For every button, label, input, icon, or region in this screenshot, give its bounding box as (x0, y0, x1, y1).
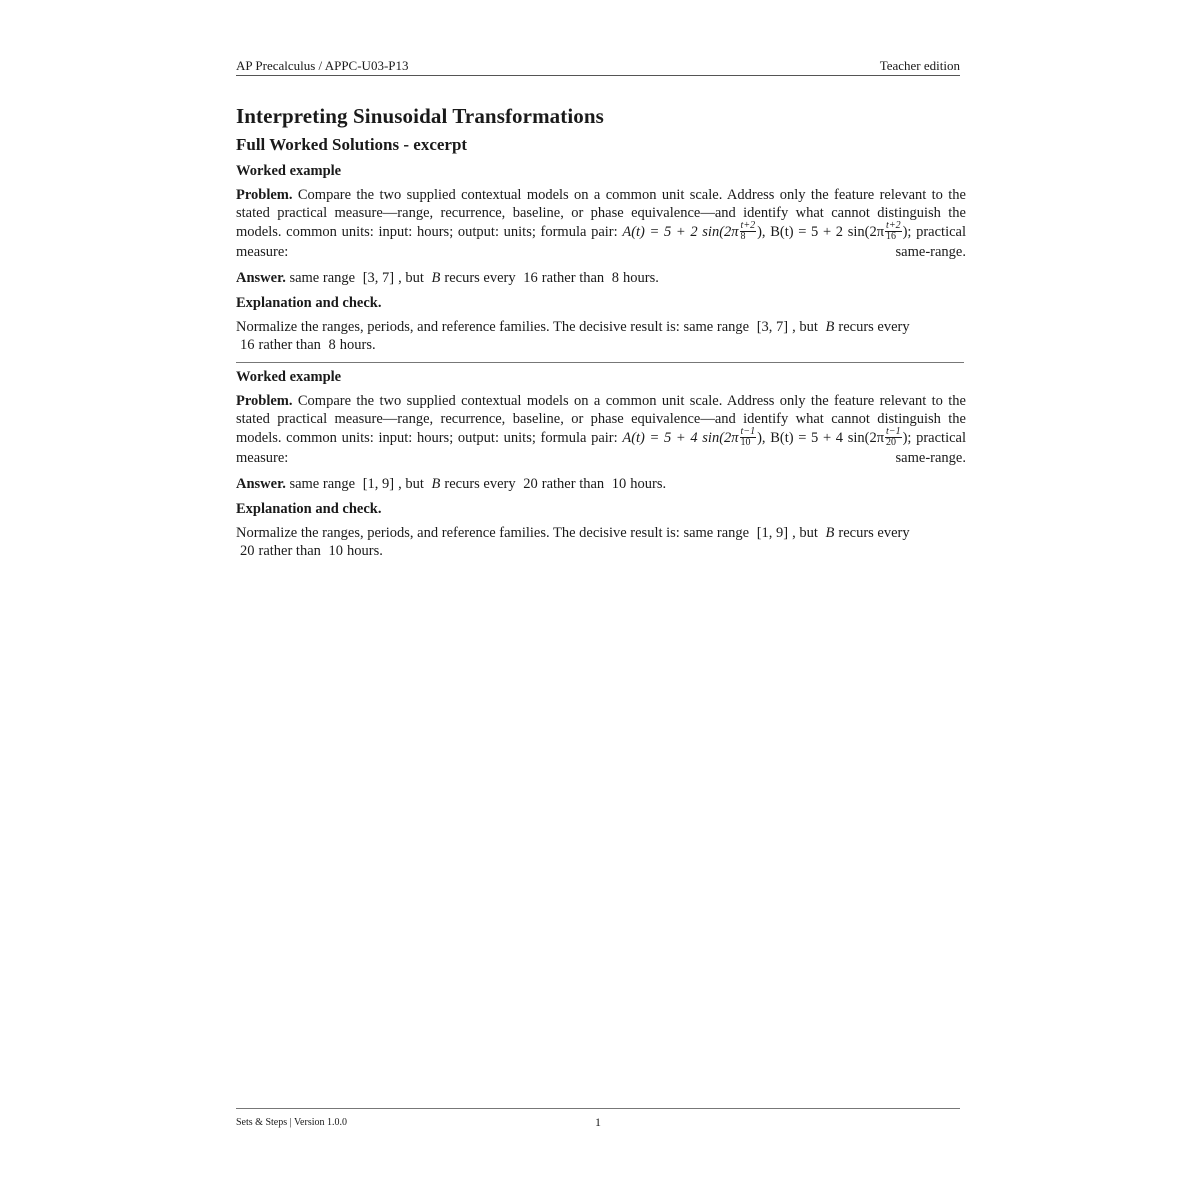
answer-text: same range (289, 270, 356, 286)
answer-period-a: 10 (611, 476, 627, 492)
answer-text: recurs every (444, 476, 516, 492)
answer-period-b: 20 (523, 476, 538, 492)
problem-tail: ); practical measure: same-range. (236, 429, 967, 466)
example-heading: Worked example (236, 369, 342, 385)
worked-example (236, 369, 966, 560)
fraction: $\frac{t-1}{20}$ (886, 426, 901, 448)
explanation-heading: Explanation and check. (236, 501, 382, 517)
answer-label: Answer. (236, 476, 286, 492)
problem-label: Problem. (236, 393, 293, 409)
problem-tail: ); practical measure: same-range. (236, 223, 967, 260)
formula-a: A(t) = 5 + 2 sin(2π $\frac{t+2}{8}$ (622, 220, 756, 242)
problem-paragraph (236, 392, 966, 467)
answer-text: rather than (258, 543, 321, 559)
problem-text: Compare the two supplied contextual models on a common unit scale. Address only the feature relevant to the stated practical measure—range, recurrence, baseline, or phase equivalence—and identify what cannot distinguish the models. common units: input: hours; output: units; formula pair: (236, 187, 966, 240)
answer-text: , but (398, 476, 424, 492)
answer-text: hours. (347, 543, 383, 559)
explanation-text: Normalize the ranges, periods, and reference families. The decisive result is: (236, 525, 680, 541)
fraction: $\frac{t+2}{8}$ (740, 220, 756, 242)
footer-version: Sets & Steps | Version 1.0.0 (236, 1117, 347, 1128)
answer-paragraph (236, 269, 966, 287)
answer-variable: B (825, 319, 835, 335)
answer-text: , but (398, 270, 424, 286)
answer-text: hours. (630, 476, 667, 492)
answer-variable: B (431, 476, 441, 492)
example-heading: Worked example (236, 163, 342, 179)
fraction: $\frac{t-1}{10}$ (740, 426, 756, 448)
page-content (236, 104, 966, 568)
answer-range: [3, 7] (756, 319, 789, 335)
answer-range: [1, 9] (756, 525, 789, 541)
answer-range: [1, 9] (362, 476, 395, 492)
page-subtitle: Full Worked Solutions - excerpt (236, 135, 468, 154)
answer-period-b: 16 (523, 270, 538, 286)
answer-period-a: 8 (328, 337, 336, 353)
header-course: AP Precalculus / APPC-U03-P13 (236, 58, 409, 73)
fraction: $\frac{t+2}{16}$ (886, 220, 901, 242)
answer-text: hours. (623, 270, 659, 286)
worked-example (236, 163, 966, 354)
answer-period-a: 10 (328, 543, 344, 559)
answer-text: , but (792, 319, 818, 335)
answer-variable: B (431, 270, 441, 286)
answer-text: rather than (258, 337, 321, 353)
header-edition: Teacher edition (879, 58, 960, 73)
answer-paragraph (236, 475, 966, 493)
answer-variable: B (825, 525, 835, 541)
answer-text: recurs every (444, 270, 516, 286)
explanation-paragraph (236, 318, 966, 354)
page-title: Interpreting Sinusoidal Transformations (236, 104, 604, 128)
answer-label: Answer. (236, 270, 286, 286)
footer-divider (236, 1108, 960, 1109)
answer-text: same range (289, 476, 356, 492)
formula-a: A(t) = 5 + 4 sin(2π $\frac{t-1}{10}$ (622, 426, 756, 448)
problem-label: Problem. (236, 187, 293, 203)
answer-range: [3, 7] (362, 270, 395, 286)
answer-text: rather than (541, 476, 605, 492)
answer-text: , but (792, 525, 818, 541)
problem-paragraph (236, 186, 966, 261)
formula-b: ), B(t) = 5 + 2 sin(2π $\frac{t+2}{16}$ (757, 220, 901, 242)
formula-b: ), B(t) = 5 + 4 sin(2π $\frac{t-1}{20}$ (757, 426, 901, 448)
explanation-text: Normalize the ranges, periods, and reference families. The decisive result is: (236, 319, 680, 335)
answer-text: recurs every (838, 319, 910, 335)
explanation-paragraph (236, 524, 966, 560)
answer-period-a: 8 (611, 270, 620, 286)
page-number: 1 (595, 1115, 601, 1129)
page-header (236, 58, 960, 76)
answer-text: hours. (339, 337, 376, 353)
answer-text: recurs every (838, 525, 910, 541)
divider (236, 362, 964, 363)
problem-text: Compare the two supplied contextual models on a common unit scale. Address only the feature relevant to the stated practical measure—range, recurrence, baseline, or phase equivalence—and identify what cannot distinguish the models. common units: input: hours; output: units; formula pair: (236, 393, 966, 446)
answer-text: same range (683, 525, 750, 541)
answer-text: same range (683, 319, 750, 335)
answer-text: rather than (541, 270, 605, 286)
answer-period-b: 20 (240, 543, 255, 559)
answer-period-b: 16 (240, 337, 255, 353)
explanation-heading: Explanation and check. (236, 295, 382, 311)
